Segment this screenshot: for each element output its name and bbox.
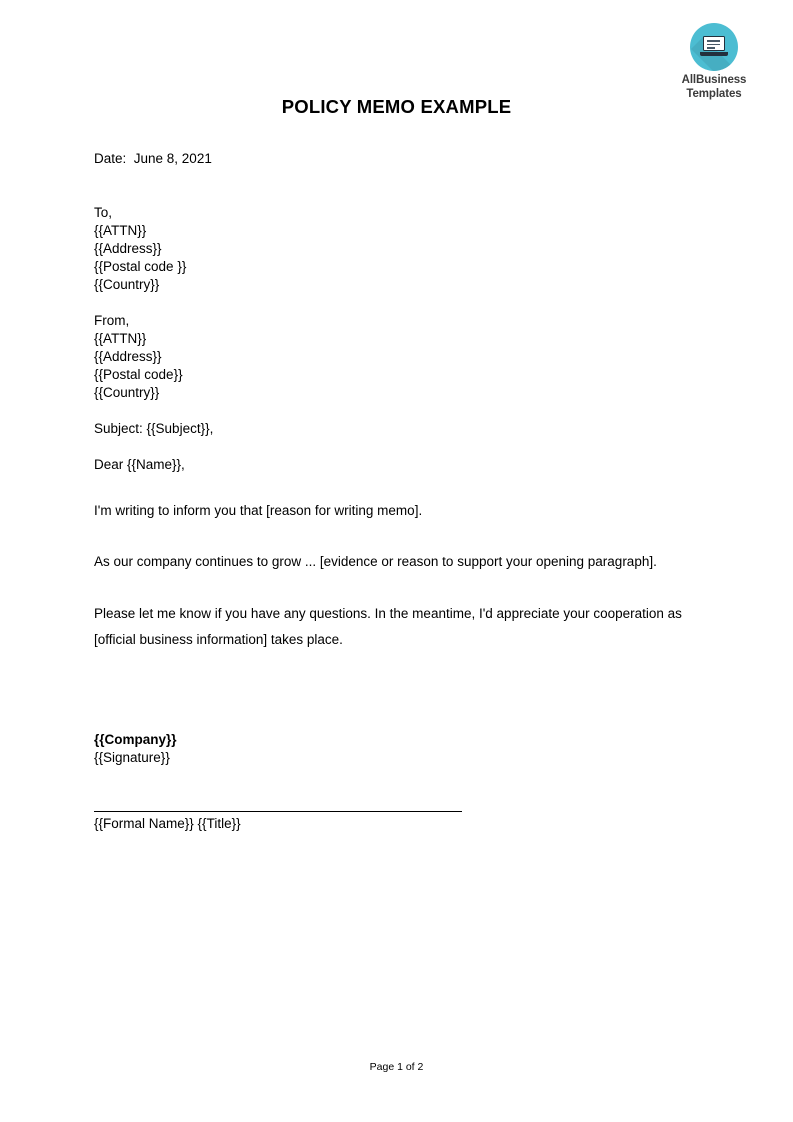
page-title: POLICY MEMO EXAMPLE [281, 96, 512, 117]
paragraph-1: I'm writing to inform you that [reason for writing memo]. [94, 503, 423, 518]
screen-line-3 [707, 47, 715, 49]
to-label: To, [94, 205, 113, 220]
subject-line: Subject: {{Subject}}, [94, 421, 214, 436]
from-label: From, [94, 313, 130, 328]
page-footer: Page 1 of 2 [369, 1061, 424, 1073]
from-attn: {{ATTN}} [94, 331, 147, 346]
spacer [94, 438, 694, 456]
spacer [94, 294, 694, 312]
to-postal-code: {{Postal code }} [94, 259, 187, 274]
brand-line-2: Templates [686, 87, 742, 100]
signature-placeholder: {{Signature}} [94, 750, 170, 765]
brand-line-1: AllBusiness [681, 74, 747, 86]
salutation: Dear {{Name}}, [94, 457, 185, 472]
laptop-screen [703, 36, 725, 51]
spacer [94, 767, 694, 811]
screen-line-1 [707, 40, 720, 42]
screen-line-2 [707, 44, 720, 46]
spacer [94, 402, 694, 420]
spacer [94, 168, 694, 204]
signature-company: {{Company}} [94, 732, 177, 747]
paragraph-2: As our company continues to grow ... [evidence or reason to support your opening paragraph]. [94, 554, 657, 569]
to-address: {{Address}} [94, 241, 162, 256]
date-line: Date: June 8, 2021 [94, 151, 212, 166]
laptop-icon [690, 23, 738, 71]
from-postal-code: {{Postal code}} [94, 367, 183, 382]
to-attn: {{ATTN}} [94, 223, 147, 238]
from-country: {{Country}} [94, 385, 160, 400]
spacer [94, 575, 694, 601]
brand-logo [660, 20, 768, 101]
to-country: {{Country}} [94, 277, 160, 292]
spacer [94, 524, 694, 549]
laptop-base [700, 52, 728, 56]
document-body [94, 150, 694, 833]
formal-name-title: {{Formal Name}} {{Title}} [94, 816, 241, 831]
spacer [94, 474, 694, 498]
from-address: {{Address}} [94, 349, 162, 364]
spacer [94, 653, 694, 731]
paragraph-3: Please let me know if you have any questions. In the meantime, I'd appreciate your cooperation as [official business information] takes place. [94, 606, 682, 647]
laptop-glyph [700, 36, 728, 58]
